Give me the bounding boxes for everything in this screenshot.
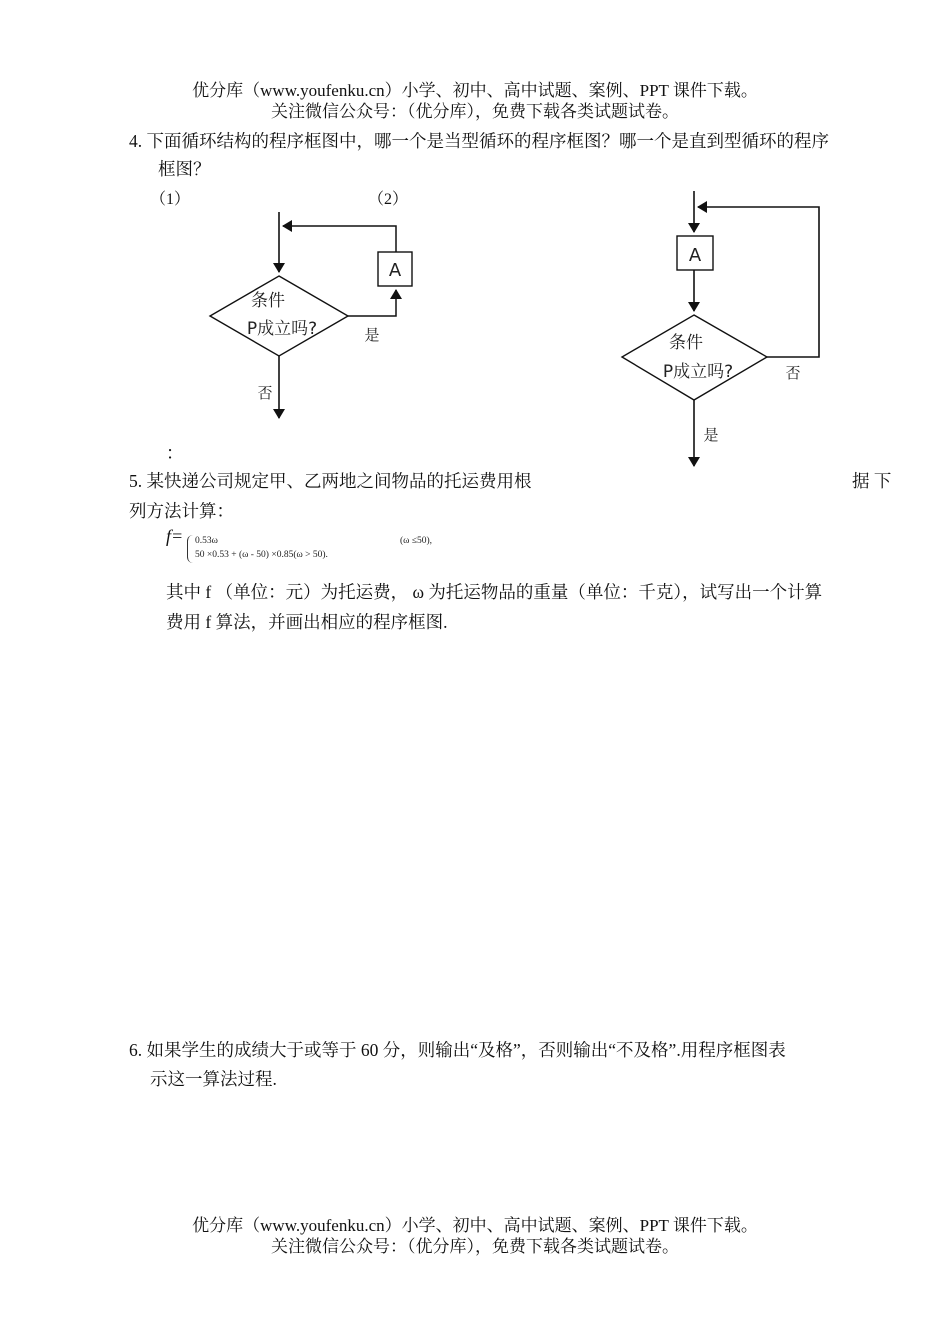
q5-piece-1-cond: (ω ≤50), [400, 536, 433, 546]
q4-text-line-1: 4. 下面循环结构的程序框图中，哪一个是当型循环的程序框图？哪一个是直到型循环的程序 [129, 131, 829, 151]
q5-desc-line-2: 费用 f 算法，并画出相应的程序框图. [166, 612, 448, 632]
fc2-no-label: 否 [785, 364, 801, 382]
fc2-condition-diamond [622, 315, 767, 400]
q5-piece-2: 50 ×0.53 + (ω - 50) ×0.85(ω > 50). [195, 550, 328, 560]
fc1-cond-line-1: 条件 [251, 291, 285, 311]
q5-desc-line-1: 其中 f （单位：元）为托运费， ω 为托运物品的重量（单位：千克），试写出一个计算 [166, 582, 823, 602]
fc1-no-label: 否 [257, 384, 273, 402]
q4-label-1: （1） [150, 191, 191, 208]
footer-line-2: 关注微信公众号：（优分库），免费下载各类试题试卷。 [271, 1237, 679, 1256]
q5-text-line-2: 列方法计算： [129, 501, 234, 521]
q5-text-line-1-left: 5. 某快递公司规定甲、乙两地之间物品的托运费用根 [129, 471, 532, 491]
header-line-2: 关注微信公众号：（优分库），免费下载各类试题试卷。 [271, 102, 679, 121]
header-line-1: 优分库（www.youfenku.cn）小学、初中、高中试题、案例、PPT 课件下载。 [192, 81, 758, 100]
q6-text-line-1: 6. 如果学生的成绩大于或等于 60 分，则输出“及格”，否则输出“不及格”.用程序框图表 [129, 1040, 786, 1060]
q5-formula-brace [187, 535, 194, 563]
fc2-yes-label: 是 [703, 426, 719, 444]
fc2-box-label: A [688, 245, 702, 266]
q4-text-line-2: 框图？ [158, 159, 211, 179]
fc2-cond-line-2: P成立吗? [662, 362, 734, 382]
footer-line-1: 优分库（www.youfenku.cn）小学、初中、高中试题、案例、PPT 课件下载。 [192, 1216, 758, 1235]
fc1-box-label: A [388, 260, 402, 281]
q4-label-2: （2） [368, 191, 409, 208]
q5-text-line-1-right: 据 下 [852, 471, 892, 491]
q4-colon: ： [166, 443, 184, 463]
fc1-yes-label: 是 [364, 326, 380, 344]
q5-formula-f: f= [166, 526, 184, 546]
q6-text-line-2: 示这一算法过程. [150, 1069, 277, 1089]
flowchart-2 [0, 0, 950, 480]
q5-piece-1-expr: 0.53ω [195, 536, 218, 546]
fc2-cond-line-1: 条件 [669, 333, 703, 353]
q5-formula-lhs [166, 526, 183, 547]
fc1-cond-line-2: P成立吗? [246, 319, 318, 339]
